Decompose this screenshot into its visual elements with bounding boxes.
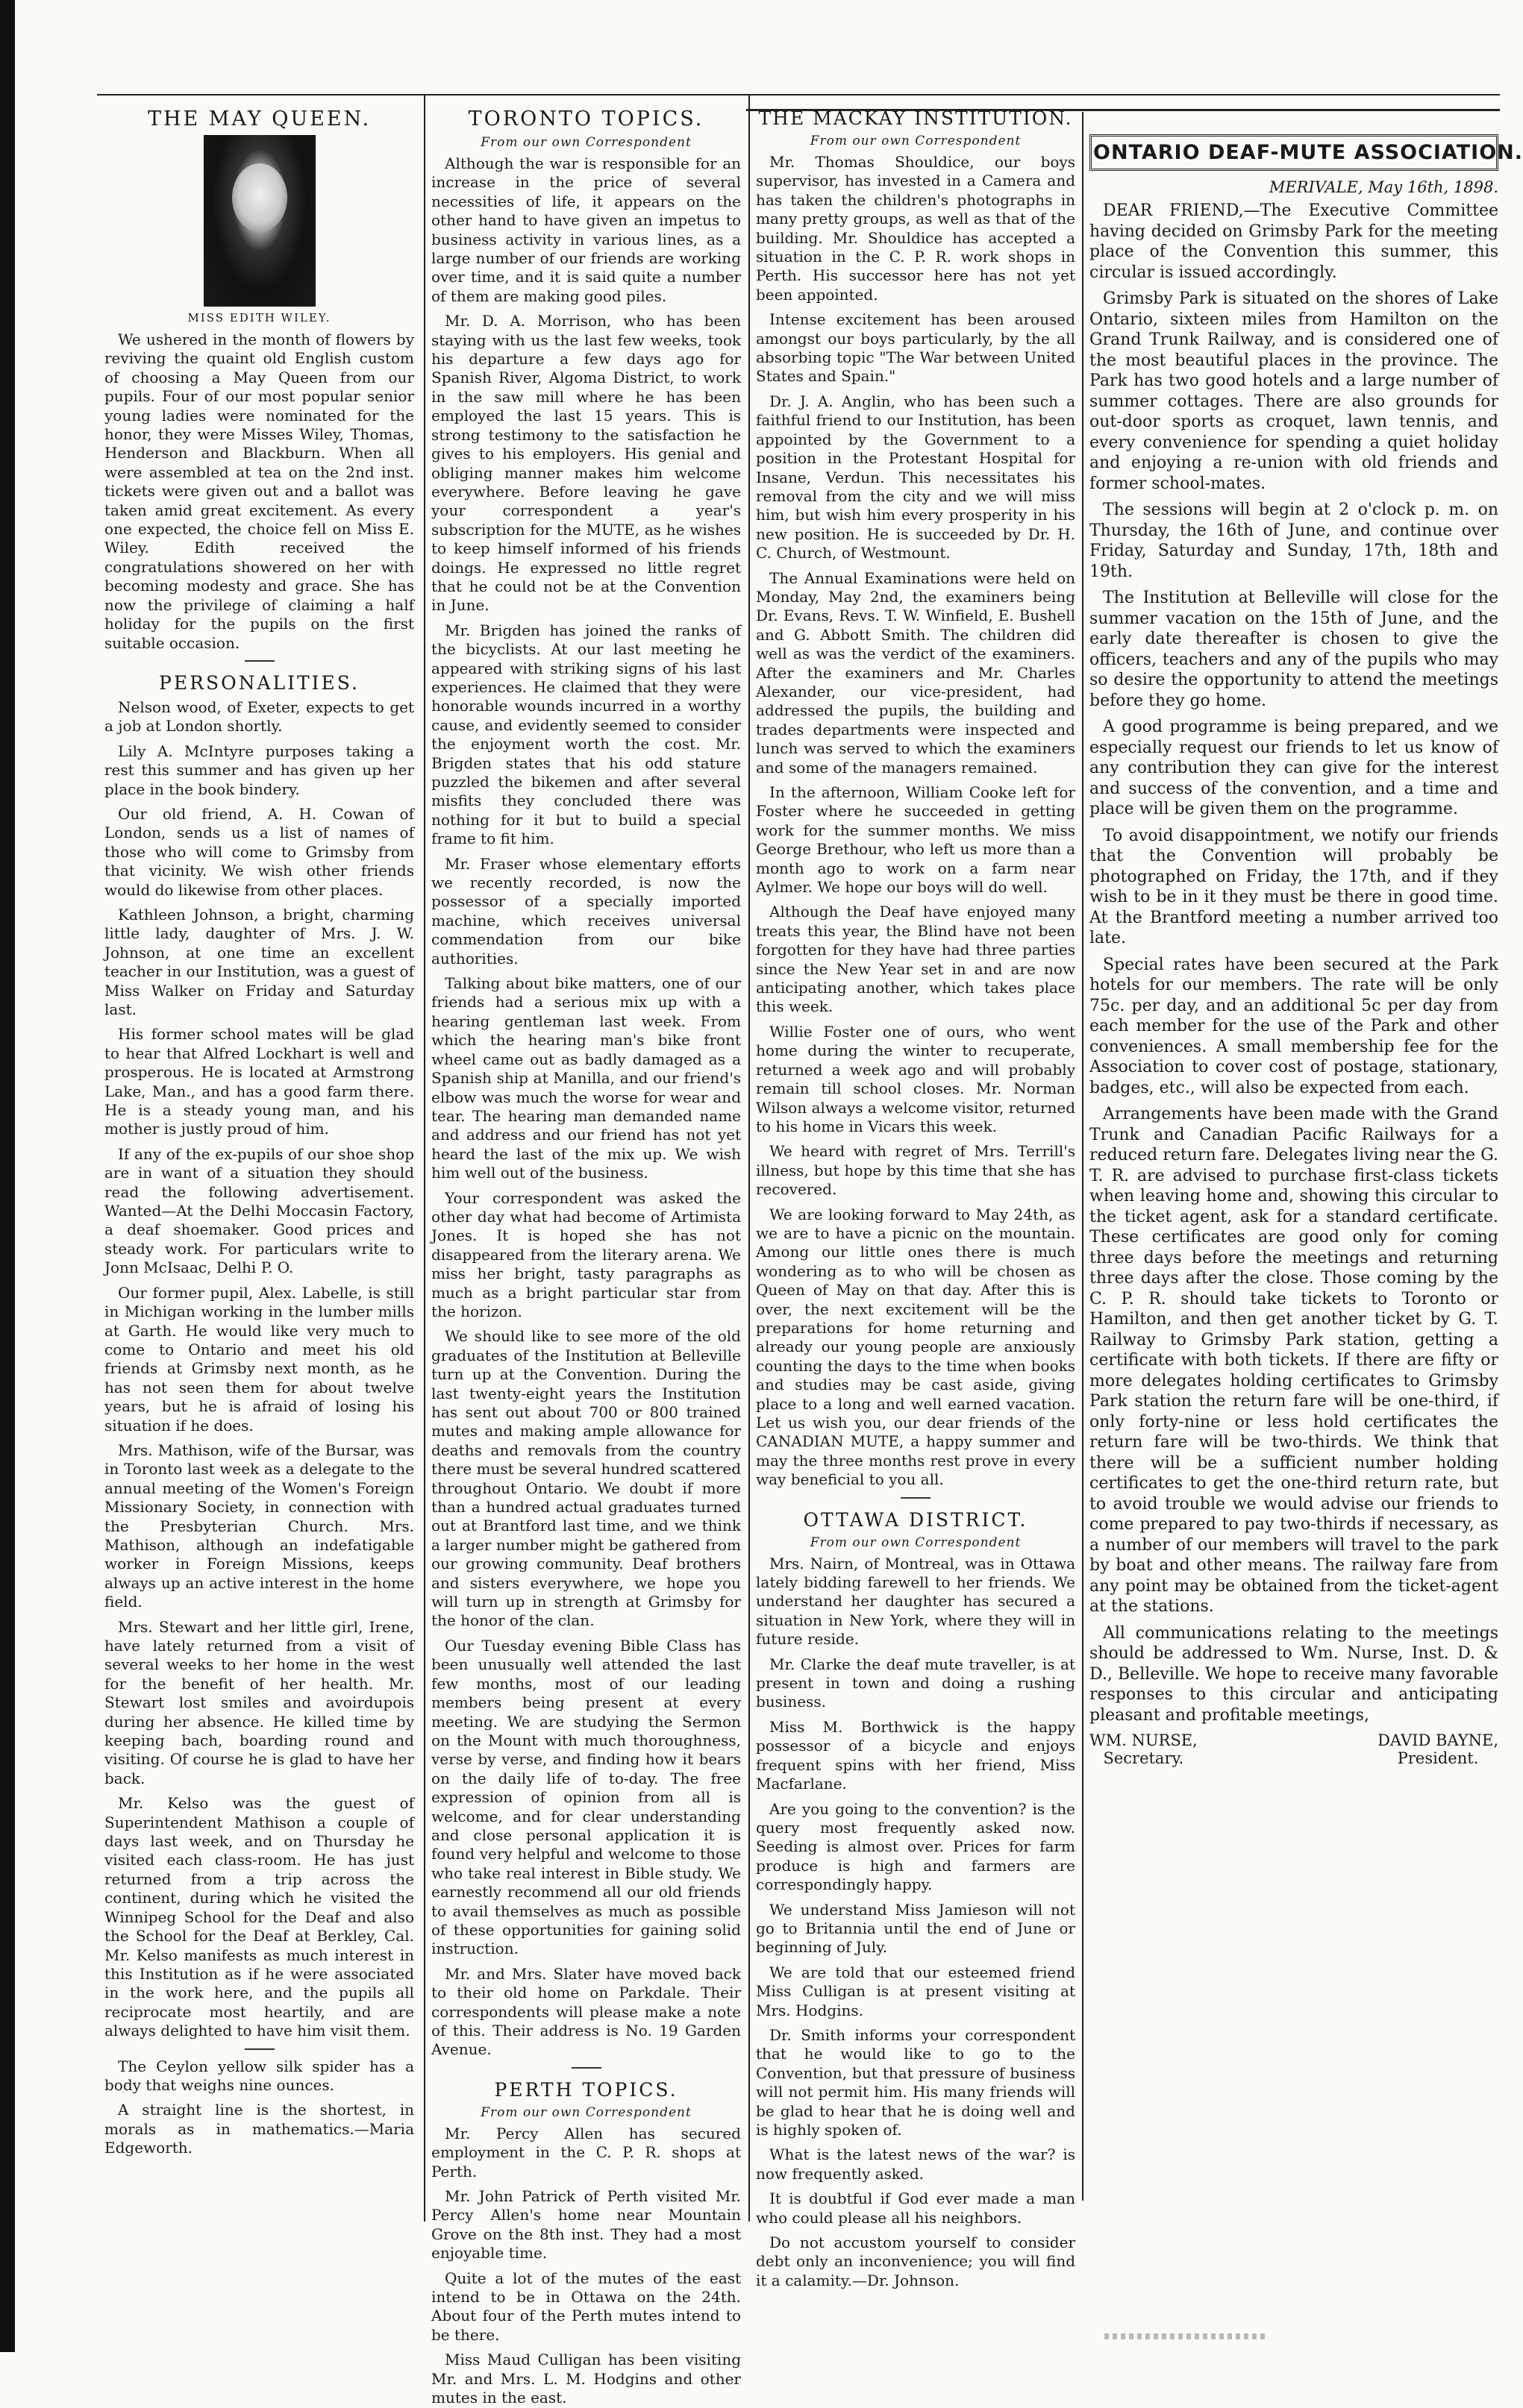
article-paragraph: In the afternoon, William Cooke left for Foster where he succeeded in getting work for the summer months. We miss George Brethour, who left us more than a month ago to work on a farm near Aylmer. We hope our boys will do well.	[756, 783, 1075, 897]
article-paragraph: Mr. D. A. Morrison, who has been staying with us the last few weeks, took his departure a few days ago for Spanish River, Algoma District, to work in the saw mill where he has been employed the last 15 years. This is strong testimony to the satisfaction he gives to his employers. His genial and obliging manner makes him welcome everywhere. Before leaving he gave your correspondent a year's subscription for the MUTE, as he wishes to keep himself informed of his friends doings. He expressed no little regret that he could not be at the Convention in June.	[431, 312, 741, 615]
byline: From our own Correspondent	[810, 134, 1022, 148]
separator	[572, 2067, 601, 2069]
column-divider-2	[748, 95, 750, 2222]
secretary-role: Secretary.	[1103, 1749, 1184, 1767]
column-toronto-topics	[431, 104, 741, 2407]
signature-president	[1377, 1731, 1498, 1767]
article-paragraph: We heard with regret of Mrs. Terrill's illness, but hope by this time that she has recovered.	[756, 1142, 1075, 1199]
top-rule	[97, 94, 1500, 95]
article-paragraph: The Ceylon yellow silk spider has a body that weighs nine ounces.	[104, 2057, 414, 2094]
article-paragraph: Mr. and Mrs. Slater have moved back to their old home on Parkdale. Their correspondents will please make a note of this. Their address is No. 19 Garden Avenue.	[431, 1964, 741, 2059]
article-paragraph: Our Tuesday evening Bible Class has been unusually well attended the last few months, most of our leading members being present at every meeting. We are studying the Sermon on the Mount with much thoroughness, verse by verse, and finding how it bears on the daily life of to-day. The free expression of opinion from all is welcome, and for clear understanding and close personal application it is found very helpful and welcome to those who take real interest in Bible study. We earnestly recommend all our old friends to avail themselves as much as possible of these opportunities for gaining solid instruction.	[431, 1636, 741, 1958]
article-paragraph: DEAR FRIEND,—The Executive Committee having decided on Grimsby Park for the meeting place of the Convention this summer, this circular is issued accordingly.	[1089, 201, 1498, 282]
mackay-institution-title: THE MACKAY INSTITUTION.	[758, 107, 1073, 129]
article-paragraph: A straight line is the shortest, in morals as in mathematics.—Maria Edgeworth.	[104, 2101, 414, 2157]
article-paragraph: We are told that our esteemed friend Miss Culligan is at present visiting at Mrs. Hodgins.	[756, 1963, 1075, 2019]
article-paragraph: Mrs. Nairn, of Montreal, was in Ottawa lately bidding farewell to her friends. We understand her daughter has secured a situation in New York, where they will in future reside.	[756, 1554, 1075, 1649]
portrait-caption: MISS EDITH WILEY.	[187, 311, 331, 324]
article-paragraph: Mr. John Patrick of Perth visited Mr. Percy Allen's home near Mountain Grove on the 8th inst. They had a most enjoyable time.	[431, 2187, 741, 2263]
toronto-topics-title: TORONTO TOPICS.	[468, 107, 704, 131]
article-paragraph: Our former pupil, Alex. Labelle, is still in Michigan working in the lumber mills at Garth. He would like very much to come to Ontario and meet his old friends at Grimsby next month, as he has not seen them for about twelve years, but he is afraid of losing his situation if he does.	[104, 1283, 414, 1435]
separator	[245, 2048, 275, 2050]
article-paragraph: Intense excitement has been aroused amongst our boys particularly, by the all absorbing topic "The War between United States and Spain."	[756, 310, 1075, 386]
article-paragraph: The Annual Examinations were held on Monday, May 2nd, the examiners being Dr. Evans, Revs. T. W. Winfield, E. Bushell and G. Abbott Smith. The children did well as was the verdict of the examiners. After the examiners and Mr. Charles Alexander, our vice-president, had addressed the pupils, the building and trades departments were inspected and lunch was served to which the examiners and some of the managers remained.	[756, 568, 1075, 777]
article-paragraph: Arrangements have been made with the Grand Trunk and Canadian Pacific Railways for a reduced return fare. Delegates living near the G. T. R. are advised to purchase first-class tickets when leaving home and, showing this circular to the ticket agent, ask for a standard certificate. These certificates are good only for coming three days before the meetings and returning three days after the close. Those coming by the C. P. R. should take tickets to Toronto or Hamilton, and then get another ticket by G. T. Railway to Grimsby Park station, getting a certificate with both tickets. If there are fifty or more delegates holding certificates to Grimsby Park station the return fare will be one-third, if only forty-nine or less hold certificates the return fare will be two-thirds. We think that there will be a sufficient number holding certificates to get the one-third return rate, but to avoid trouble we would advise our friends to come prepared to pay two-thirds if necessary, as a number of our members will travel to the park by boat and other means. The railway fare from any point may be obtained from the ticket-agent at the stations.	[1089, 1105, 1498, 1616]
article-paragraph: The Institution at Belleville will close for the summer vacation on the 15th of June, and the early date thereafter is chosen to give the officers, teachers and any of the pupils who may so desire the opportunity to attend the meetings before they go home.	[1089, 589, 1498, 710]
column-mackay-institution	[756, 104, 1075, 2289]
scan-footer-mark	[1104, 2333, 1269, 2339]
column-may-queen	[104, 104, 414, 2245]
article-paragraph: We ushered in the month of flowers by reviving the quaint old English custom of choosing a May Queen from our pupils. Four of our most popular senior young ladies were nominated for the honor, they were Misses Wiley, Thomas, Henderson and Blackburn. When all were assembled at tea on the 2nd inst. tickets were given out and a ballot was taken amid great excitement. As every one expected, the choice fell on Miss E. Wiley. Edith received the congratulations showered on her with becoming modesty and grace. She has now the privilege of claiming a half holiday for the pupils on the first suitable occasion.	[104, 330, 414, 652]
signature-secretary	[1089, 1731, 1198, 1767]
article-paragraph: We are looking forward to May 24th, as we are to have a picnic on the mountain. Among our little ones there is much wondering as to who will be chosen as Queen of May on that day. After this is over, the next excitement will be the preparations for home returning and already our young people are anxiously counting the days to the time when books and studies may be cast aside, giving place to a long and well earned vacation. Let us wish you, our dear friends of the CANADIAN MUTE, a happy summer and may the three months rest prove in every way beneficial to you all.	[756, 1205, 1075, 1489]
article-paragraph: To avoid disappointment, we notify our friends that the Convention will probably be photographed on Friday, the 17th, and if they wish to be in it they must be there in good time. At the Brantford meeting a number arrived too late.	[1089, 826, 1498, 947]
ottawa-district-title: OTTAWA DISTRICT.	[803, 1508, 1028, 1531]
article-paragraph: Dr. J. A. Anglin, who has been such a faithful friend to our Institution, has been appointed by the Government to a position in the Protestant Hospital for Insane, Verdun. This necessitates his removal from the city and we will miss him, but wish him every prosperity in his new position. He is succeeded by Dr. H. C. Church, of Westmount.	[756, 392, 1075, 562]
article-paragraph: Mrs. Stewart and her little girl, Irene, have lately returned from a visit of several weeks to her home in the west for the benefit of her health. Mr. Stewart lost smiles and avoirdupois during her absence. He killed time by keeping bach, boarding round and visiting. Of course he is glad to have her back.	[104, 1617, 414, 1787]
article-paragraph: The sessions will begin at 2 o'clock p. m. on Thursday, the 16th of June, and continue over Friday, Saturday and Sunday, 17th, 18th and 19th.	[1089, 501, 1498, 581]
article-paragraph: Miss Maud Culligan has been visiting Mr. and Mrs. L. M. Hodgins and other mutes in the east.	[431, 2351, 741, 2407]
article-paragraph: Mr. Brigden has joined the ranks of the bicyclists. At our last meeting he appeared with striking signs of his last experiences. He claimed that they were honorable wounds incurred in a worthy cause, and evidently seemed to consider the enjoyment worth the cost. Mr. Brigden states that his odd stature puzzled the bikemen and after several misfits they concluded there was nothing for it but to build a special frame to fit him.	[431, 621, 741, 848]
article-paragraph: All communications relating to the meetings should be addressed to Wm. Nurse, Inst. D. & D., Belleville. We hope to receive many favorable responses to this circular and anticipating pleasant and profitable meetings,	[1089, 1623, 1498, 1725]
article-paragraph: Although the war is responsible for an increase in the price of several necessities of life, it appears on the other hand to have given an impetus to business activity in various lines, as a large number of our friends are working over time, and it is said quite a number of them are making good piles.	[431, 154, 741, 305]
article-paragraph: Mr. Clarke the deaf mute traveller, is at present in town and doing a rushing business.	[756, 1655, 1075, 1711]
article-paragraph: Grimsby Park is situated on the shores of Lake Ontario, sixteen miles from Hamilton on the Grand Trunk Railway, and is considered one of the most beautiful places in the province. The Park has two good hotels and a large number of summer cottages. There are also grounds for out-door sports as croquet, lawn tennis, and every convenience for spending a quiet holiday and enjoying a re-union with old friends and former school-mates.	[1089, 289, 1498, 493]
article-paragraph: Mrs. Mathison, wife of the Bursar, was in Toronto last week as a delegate to the annual meeting of the Women's Foreign Missionary Society, in connection with the Presbyterian Church. Mrs. Mathison, although an indefatigable worker in Foreign Missions, keeps always up an active interest in the home field.	[104, 1440, 414, 1611]
separator	[901, 1497, 931, 1499]
article-paragraph: Dr. Smith informs your correspondent that he would like to go to the Convention, but that pressure of business will not permit him. His many friends will be glad to hear that he is doing well and is highly spoken of.	[756, 2025, 1075, 2139]
column-divider-1	[424, 95, 425, 2222]
article-paragraph: Our old friend, A. H. Cowan of London, sends us a list of names of those who will come to Grimsby from that vicinity. We wish other friends would do likewise from other places.	[104, 804, 414, 899]
article-paragraph: A good programme is being prepared, and we especially request our friends to let us know of any contribution they can give for the interest and success of the convention, and a time and place will be given them on the programme.	[1089, 718, 1498, 818]
article-paragraph: Nelson wood, of Exeter, expects to get a job at London shortly.	[104, 697, 414, 736]
article-paragraph: Talking about bike matters, one of our friends had a serious mix up with a hearing gentleman last week. From which the hearing man's bike front wheel came out as badly damaged as a Spanish ship at Manilla, and our friend's elbow was much the worse for wear and tear. The hearing man demanded name and address and our friend has not yet heard the last of the mix up. We wish him well out of the business.	[431, 974, 741, 1182]
article-paragraph: Mr. Percy Allen has secured employment in the C. P. R. shops at Perth.	[431, 2124, 741, 2180]
secretary-name: WM. NURSE,	[1089, 1731, 1198, 1749]
dateline: MERIVALE, May 16th, 1898.	[1269, 178, 1498, 196]
article-paragraph: Kathleen Johnson, a bright, charming little lady, daughter of Mrs. J. W. Johnson, at one time an excellent teacher in our Institution, was a guest of Miss Walker on Friday and Saturday last.	[104, 905, 414, 1018]
column-divider-3	[1082, 112, 1083, 2201]
association-title: ONTARIO DEAF-MUTE ASSOCIATION.	[1089, 134, 1498, 171]
byline: From our own Correspondent	[810, 1534, 1022, 1550]
article-paragraph: Lily A. McIntyre purposes taking a rest this summer and has given up her place in the book bindery.	[104, 741, 414, 798]
article-paragraph: It is doubtful if God ever made a man who could please all his neighbors.	[756, 2189, 1075, 2227]
article-paragraph: Willie Foster one of ours, who went home during the winter to recuperate, returned a week ago and will probably remain till school closes. Mr. Norman Wilson always a welcome visitor, returned to his home in Vicars this week.	[756, 1022, 1075, 1135]
president-role: President.	[1397, 1749, 1479, 1767]
byline: From our own Correspondent	[481, 2104, 692, 2120]
perth-topics-title: PERTH TOPICS.	[494, 2078, 678, 2101]
article-paragraph: Although the Deaf have enjoyed many treats this year, the Blind have not been forgotten for they have had three parties since the New Year set in and are now anticipating another, which takes place this week.	[756, 903, 1075, 1016]
personalities-title: PERSONALITIES.	[159, 671, 360, 694]
article-paragraph: Are you going to the convention? is the query most frequently asked now. Seeding is almost over. Prices for farm produce is high and farmers are correspondingly happy.	[756, 1799, 1075, 1894]
column-deaf-mute-association	[1089, 134, 1523, 2245]
article-paragraph: Your correspondent was asked the other day what had become of Artimista Jones. It is hoped she has not disappeared from the literary arena. We miss her bright, tasty paragraphs as much as a bright particular star from the horizon.	[431, 1188, 741, 1320]
article-paragraph: Special rates have been secured at the Park hotels for our members. The rate will be only 75c. per day, and an additional 5c per day from each member for the use of the Park and other conveniences. A small membership fee for the Association to cover cost of postage, stationary, badges, etc., will also be expected from each.	[1089, 955, 1498, 1097]
signatures	[1089, 1731, 1498, 1767]
article-paragraph: We understand Miss Jamieson will not go to Britannia until the end of June or beginning of July.	[756, 1900, 1075, 1957]
article-paragraph: Mr. Thomas Shouldice, our boys supervisor, has invested in a Camera and has taken the children's photographs in many pretty groups, as well as that of the building. Mr. Shouldice has accepted a situation in the C. P. R. work shops in Perth. His successor here has not yet been appointed.	[756, 153, 1075, 304]
separator	[245, 660, 275, 662]
article-paragraph: If any of the ex-pupils of our shoe shop are in want of a situation they should read the following advertisement. Wanted—At the Delhi Moccasin Factory, a deaf shoemaker. Good prices and steady work. For particulars write to Jonn McIsaac, Delhi P. O.	[104, 1144, 414, 1277]
portrait-image	[204, 135, 316, 307]
article-paragraph: Do not accustom yourself to consider debt only an inconvenience; you will find it a calamity.—Dr. Johnson.	[756, 2233, 1075, 2289]
scan-edge-bar	[0, 0, 15, 2352]
may-queen-title: THE MAY QUEEN.	[147, 107, 372, 131]
article-paragraph: We should like to see more of the old graduates of the Institution at Belleville turn up at the Convention. During the last twenty-eight years the Institution has sent out about 700 or 800 trained mutes and making ample allowance for deaths and removals from the country there must be several hundred scattered throughout Ontario. We doubt if more than a hundred actual graduates turned out at Brantford last time, and we think a larger number might be gathered from our growing community. Deaf brothers and sisters everywhere, we hope you will turn up in strength at Grimsby for the honor of the clan.	[431, 1327, 741, 1630]
president-name: DAVID BAYNE,	[1377, 1731, 1498, 1749]
article-paragraph: Mr. Kelso was the guest of Superintendent Mathison a couple of days last week, and on Thursday he visited each class-room. He has just returned from a trip across the continent, during which he visited the Winnipeg School for the Deaf and also the School for the Deaf at Berkley, Cal. Mr. Kelso manifests as much interest in this Institution as if he were associated in the work here, and the pupils all reciprocate most heartily, and are always delighted to have him visit them.	[104, 1794, 414, 2040]
article-paragraph: Mr. Fraser whose elementary efforts we recently recorded, is now the possessor of a specially imported machine, which receives universal commendation from our bike authorities.	[431, 854, 741, 968]
article-paragraph: What is the latest news of the war? is now frequently asked.	[756, 2145, 1075, 2183]
article-paragraph: Quite a lot of the mutes of the east intend to be in Ottawa on the 24th. About four of the Perth mutes intend to be there.	[431, 2269, 741, 2344]
article-paragraph: Miss M. Borthwick is the happy possessor of a bicycle and enjoys frequent spins with her friend, Miss Macfarlane.	[756, 1717, 1075, 1793]
article-paragraph: His former school mates will be glad to hear that Alfred Lockhart is well and prosperous. He is located at Armstrong Lake, Man., and has a good farm there. He is a steady young man, and his mother is justly proud of him.	[104, 1025, 414, 1138]
byline: From our own Correspondent	[481, 135, 692, 150]
